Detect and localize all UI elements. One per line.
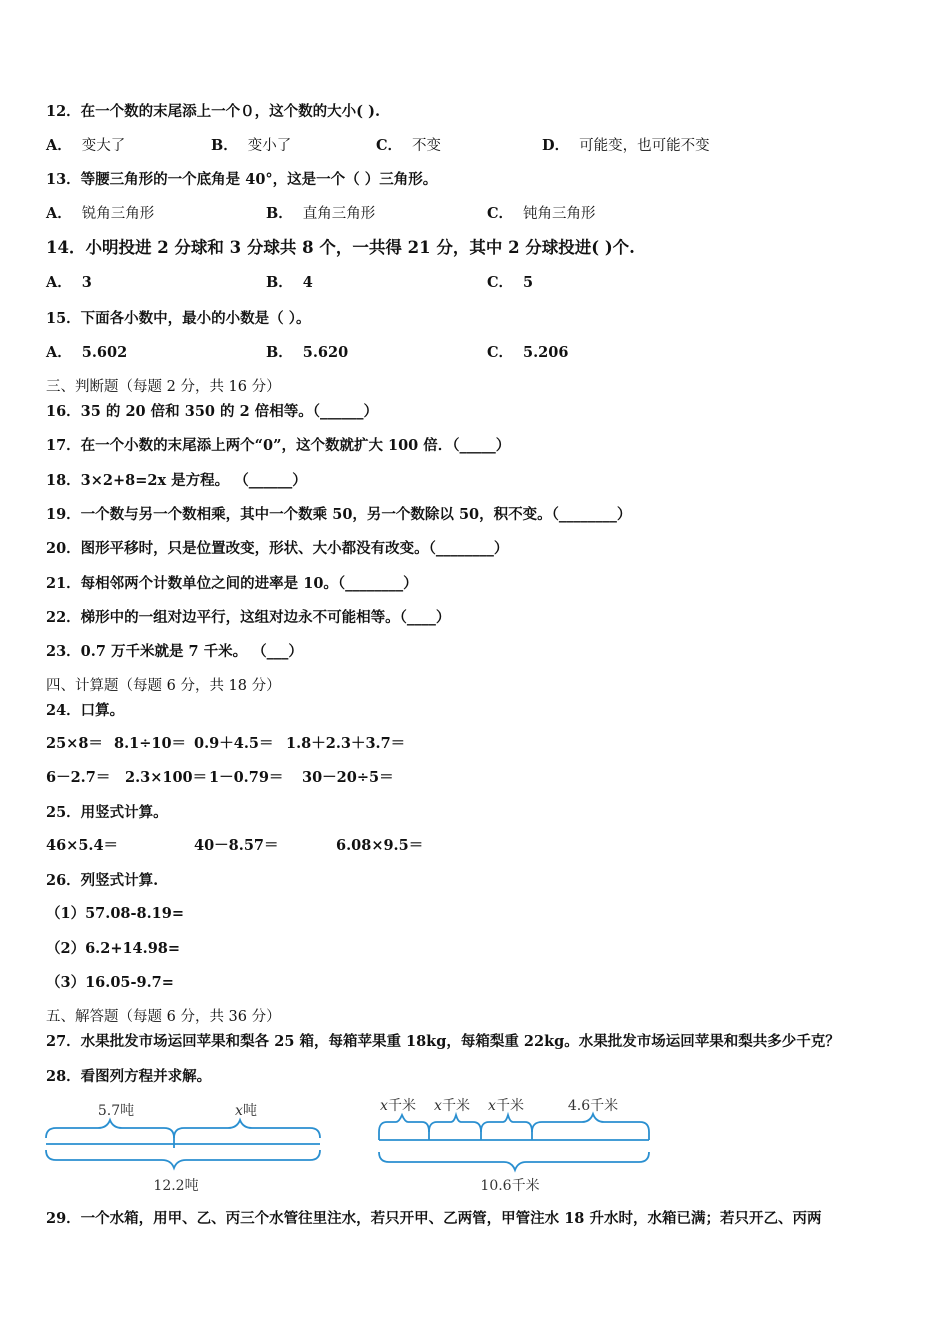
diagram2-brace-2 bbox=[429, 1115, 481, 1132]
option-letter: B． bbox=[266, 344, 293, 361]
q24-item: 0.9＋4.5＝ bbox=[194, 735, 274, 752]
diagram2-seg-label-2: x千米 bbox=[434, 1098, 470, 1114]
section-heading-solve: 五、解答题（每题 6 分，共 36 分） bbox=[46, 1009, 281, 1025]
q12-text: 12．在一个数的末尾添上一个０，这个数的大小( ). bbox=[46, 103, 380, 120]
option-letter: C． bbox=[487, 344, 514, 361]
option-text: 变大了 bbox=[81, 138, 126, 154]
diagram2-brace-3 bbox=[481, 1115, 532, 1132]
q25-item: 40－8.57＝ bbox=[194, 837, 279, 854]
judge-item-22: 22．梯形中的一组对边平行，这组对边永不可能相等。（____） bbox=[46, 609, 451, 626]
q28-diagram-2 bbox=[372, 1092, 662, 1196]
q24-item: 1－0.79＝ bbox=[209, 769, 284, 786]
diagram2-seg-label-4: 4.6千米 bbox=[567, 1098, 619, 1114]
diagram1-left-label: 5.7吨 bbox=[97, 1103, 135, 1119]
option-letter: A． bbox=[46, 344, 72, 361]
q13-text: 13．等腰三角形的一个底角是 40°，这是一个（ ）三角形。 bbox=[46, 171, 438, 188]
judge-item-17: 17．在一个小数的末尾添上两个“0”，这个数就扩大 100 倍．（_____） bbox=[46, 437, 511, 454]
option-letter: A． bbox=[46, 205, 72, 222]
option-text: 5.620 bbox=[302, 344, 349, 361]
option-letter: B． bbox=[266, 205, 293, 222]
option-letter: D． bbox=[542, 137, 570, 154]
q28-title: 28．看图列方程并求解。 bbox=[46, 1068, 212, 1085]
q13-option-b[interactable] bbox=[266, 204, 375, 224]
option-text: 钝角三角形 bbox=[523, 206, 596, 222]
q24-title: 24．口算。 bbox=[46, 702, 125, 719]
option-text: 5.602 bbox=[81, 344, 128, 361]
q26-title: 26．列竖式计算. bbox=[46, 872, 159, 889]
option-text: 不变 bbox=[412, 138, 442, 154]
option-text: 5 bbox=[523, 274, 534, 291]
q28-diagram-1 bbox=[40, 1096, 330, 1196]
q26-item-1: （1）57.08-8.19= bbox=[46, 905, 184, 922]
q12-option-a[interactable] bbox=[46, 136, 125, 156]
q15-option-b[interactable] bbox=[266, 343, 348, 363]
q13-option-c[interactable] bbox=[487, 204, 596, 224]
diagram2-seg-label-3: x千米 bbox=[488, 1098, 524, 1114]
q12-option-b[interactable] bbox=[211, 136, 291, 156]
q25-title: 25．用竖式计算。 bbox=[46, 804, 168, 821]
diagram2-brace-1 bbox=[379, 1115, 429, 1132]
section-heading-judge: 三、判断题（每题 2 分，共 16 分） bbox=[46, 379, 281, 395]
judge-item-18: 18．3×2+8=2x 是方程。 （______） bbox=[46, 472, 307, 489]
q25-item: 46×5.4＝ bbox=[46, 837, 119, 854]
option-text: 可能变，也可能不变 bbox=[579, 138, 710, 154]
q14-text: 14．小明投进 2 分球和 3 分球共 8 个，一共得 21 分，其中 2 分球投进( )个. bbox=[46, 238, 635, 257]
option-text: 变小了 bbox=[247, 138, 292, 154]
option-text: 4 bbox=[302, 274, 313, 291]
q14-option-a[interactable] bbox=[46, 273, 92, 293]
diagram1-bottom-brace bbox=[46, 1150, 320, 1168]
q24-item: 25×8＝ bbox=[46, 735, 103, 752]
q26-item-3: （3）16.05-9.7= bbox=[46, 974, 174, 991]
option-letter: B． bbox=[266, 274, 293, 291]
q15-text: 15．下面各小数中，最小的小数是（ ）。 bbox=[46, 310, 311, 327]
option-text: 5.206 bbox=[523, 344, 569, 361]
option-letter: C． bbox=[487, 274, 514, 291]
q12-option-c[interactable] bbox=[376, 136, 441, 156]
judge-item-20: 20．图形平移时，只是位置改变，形状、大小都没有改变。（________） bbox=[46, 540, 509, 557]
q29-text: 29．一个水箱，用甲、乙、丙三个水管往里注水，若只开甲、乙两管，甲管注水 18 升水时，水箱已满；若只开乙、丙两 bbox=[46, 1210, 822, 1227]
q24-item: 6－2.7＝ bbox=[46, 769, 111, 786]
judge-item-16: 16．35 的 20 倍和 350 的 2 倍相等。（______） bbox=[46, 403, 378, 420]
option-letter: C． bbox=[376, 137, 403, 154]
q15-option-a[interactable] bbox=[46, 343, 127, 363]
judge-item-23: 23．0.7 万千米就是 7 千米。 （___） bbox=[46, 643, 303, 660]
judge-item-21: 21．每相邻两个计数单位之间的进率是 10。（________） bbox=[46, 575, 418, 592]
q12-option-d[interactable] bbox=[542, 136, 710, 156]
q24-item: 8.1÷10＝ bbox=[114, 735, 187, 752]
diagram1-top-brace-right bbox=[174, 1120, 320, 1138]
option-letter: C． bbox=[487, 205, 514, 222]
option-text: 3 bbox=[81, 274, 92, 291]
option-letter: B． bbox=[211, 137, 238, 154]
option-text: 锐角三角形 bbox=[81, 206, 155, 222]
q24-item: 30－20÷5＝ bbox=[302, 769, 394, 786]
diagram1-top-brace-left bbox=[46, 1120, 174, 1138]
q26-item-2: （2）6.2+14.98= bbox=[46, 940, 181, 957]
option-text: 直角三角形 bbox=[302, 206, 376, 222]
q25-item: 6.08×9.5＝ bbox=[336, 837, 424, 854]
diagram1-right-label: x吨 bbox=[235, 1103, 257, 1119]
q24-item: 1.8＋2.3＋3.7＝ bbox=[286, 735, 406, 752]
q13-option-a[interactable] bbox=[46, 204, 154, 224]
option-letter: A． bbox=[46, 137, 72, 154]
q14-option-c[interactable] bbox=[487, 273, 533, 293]
option-letter: A． bbox=[46, 274, 72, 291]
q24-item: 2.3×100＝ bbox=[125, 769, 208, 786]
diagram2-bottom-brace bbox=[379, 1152, 649, 1170]
q27-text: 27．水果批发市场运回苹果和梨各 25 箱，每箱苹果重 18kg，每箱梨重 22kg。水果批发市场运回苹果和梨共多少千克？ bbox=[46, 1033, 840, 1050]
judge-item-19: 19．一个数与另一个数相乘，其中一个数乘 50，另一个数除以 50，积不变。（________） bbox=[46, 506, 632, 523]
q14-option-b[interactable] bbox=[266, 273, 313, 293]
diagram1-total-label: 12.2吨 bbox=[153, 1178, 199, 1194]
diagram2-total-label: 10.6千米 bbox=[480, 1178, 540, 1194]
q15-option-c[interactable] bbox=[487, 343, 568, 363]
diagram2-brace-4 bbox=[532, 1114, 649, 1132]
diagram2-seg-label-1: x千米 bbox=[380, 1098, 416, 1114]
section-heading-calc: 四、计算题（每题 6 分，共 18 分） bbox=[46, 678, 281, 694]
